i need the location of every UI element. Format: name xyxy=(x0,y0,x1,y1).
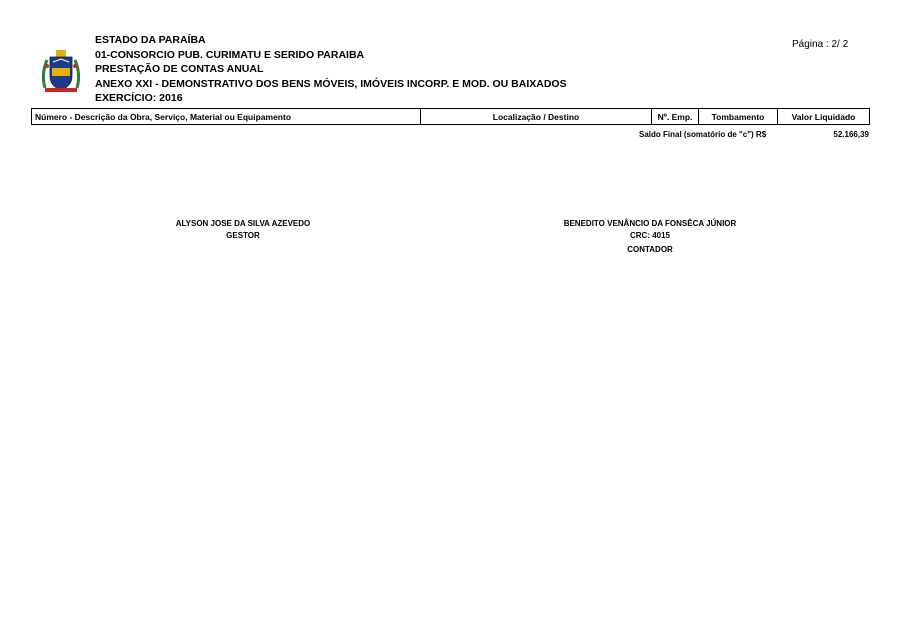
column-location: Localização / Destino xyxy=(421,109,652,125)
accountant-crc: CRC: 4015 xyxy=(629,231,670,240)
column-header-row xyxy=(32,109,870,125)
manager-role: GESTOR xyxy=(226,231,260,240)
final-balance-value: 52.166,39 xyxy=(833,130,869,139)
page-number: Página : 2/ 2 xyxy=(792,39,849,50)
state-title: ESTADO DA PARAÍBA xyxy=(95,34,206,46)
final-balance-label: Saldo Final (somatório de "c") R$ xyxy=(639,130,767,139)
manager-signature xyxy=(143,218,343,242)
fiscal-year: EXERCÍCIO: 2016 xyxy=(95,92,183,105)
accountant-name: BENEDITO VENÂNCIO DA FONSÊCA JÚNIOR xyxy=(563,219,737,228)
annex-title: ANEXO XXI - DEMONSTRATIVO DOS BENS MÓVEIS, IMÓVEIS INCORP. E MOD. OU BAIXADOS xyxy=(95,77,567,90)
column-emp-number: Nº. Emp. xyxy=(652,109,699,125)
accountant-role: CONTADOR xyxy=(627,245,673,254)
manager-name: ALYSON JOSE DA SILVA AZEVEDO xyxy=(175,219,311,228)
column-header-table xyxy=(31,108,870,125)
accountant-signature xyxy=(530,218,770,256)
entity-name: 01-CONSORCIO PUB. CURIMATU E SERIDO PARAIBA xyxy=(95,48,365,61)
column-value: Valor Liquidado xyxy=(778,109,870,125)
column-description: Número - Descrição da Obra, Serviço, Material ou Equipamento xyxy=(32,109,421,125)
report-title: PRESTAÇÃO DE CONTAS ANUAL xyxy=(95,63,264,76)
coat-of-arms-icon xyxy=(39,48,83,94)
column-tombamento: Tombamento xyxy=(699,109,778,125)
